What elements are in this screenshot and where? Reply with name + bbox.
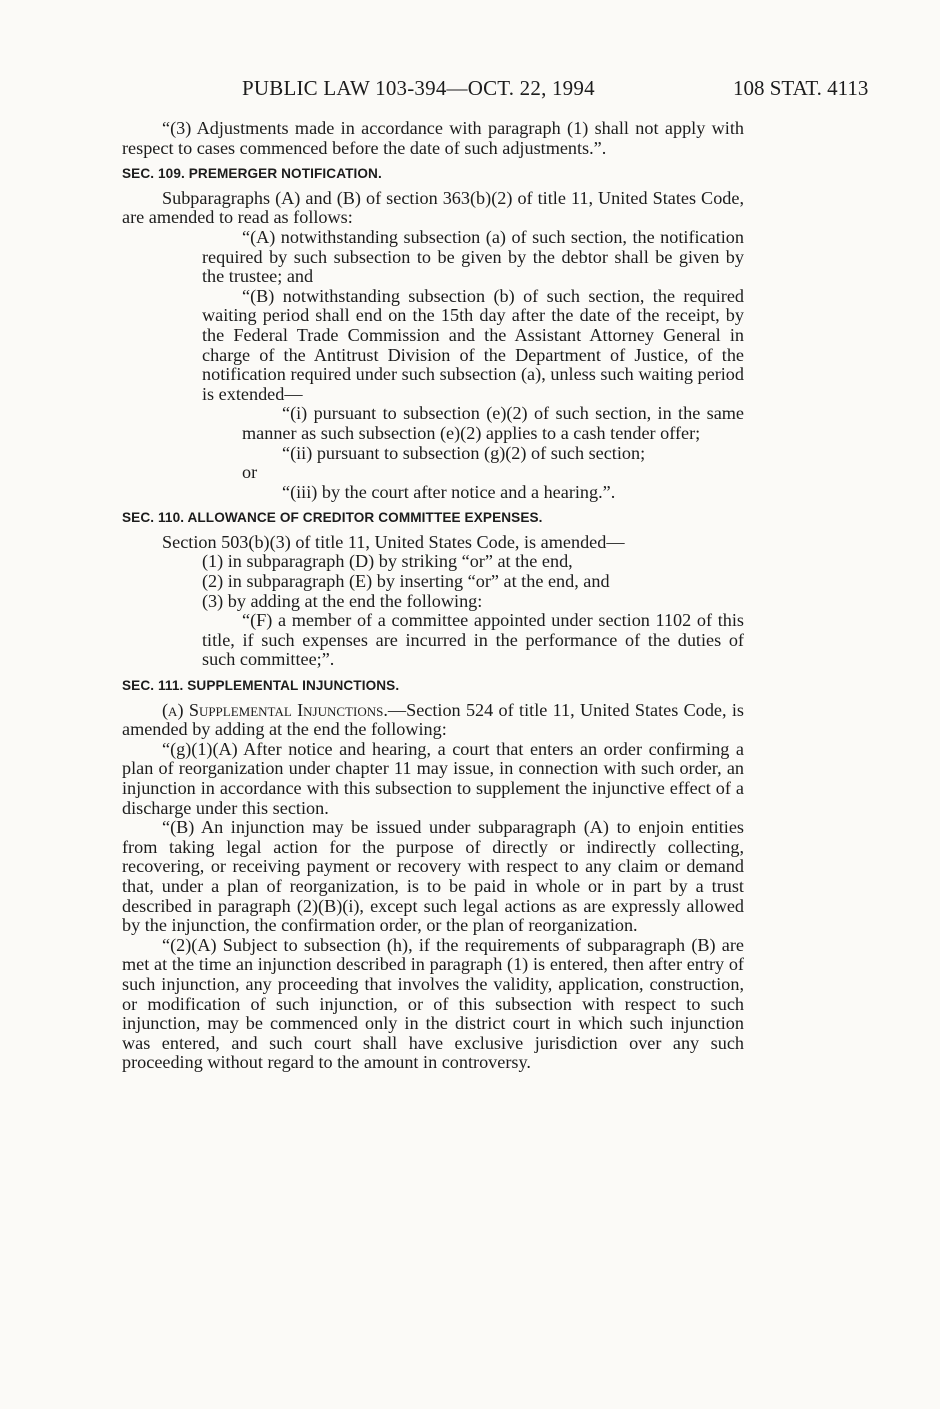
section-110-intro: Section 503(b)(3) of title 11, United States Code, is amended— bbox=[162, 531, 625, 552]
section-111-subsection-a bbox=[122, 701, 744, 740]
section-109-heading: SEC. 109. PREMERGER NOTIFICATION. bbox=[122, 166, 382, 182]
section-109-subparagraph-a: “(A) notwithstanding subsection (a) of such section, the notification required by such subsection to be given by the debtor shall be given by the trustee; and bbox=[202, 226, 744, 287]
section-109-or: or bbox=[242, 462, 258, 483]
section-110-item-2: (2) in subparagraph (E) by inserting “or” at the end, and bbox=[202, 571, 610, 592]
section-109-subparagraph-b: “(B) notwithstanding subsection (b) of such section, the required waiting period shall end on the 15th day after the date of the receipt, by the Federal Trade Commission and the Assistant Attorney General in charge of the Antitrust Division of the Department of Justice, of the notification required under such subsection (a), unless such waiting period is extended— bbox=[202, 285, 744, 404]
section-109-clause-iii: “(iii) by the court after notice and a hearing.”. bbox=[282, 481, 616, 502]
section-110-subparagraph-f: “(F) a member of a committee appointed under section 1102 of this title, if such expenses are incurred in the performance of the duties of such committee;”. bbox=[202, 610, 744, 670]
running-head-title: PUBLIC LAW 103-394—OCT. 22, 1994 bbox=[242, 76, 595, 100]
section-110-item-3: (3) by adding at the end the following: bbox=[202, 590, 483, 611]
section-109-intro: Subparagraphs (A) and (B) of section 363(b)(2) of title 11, United States Code, are amended to read as follows: bbox=[122, 187, 744, 228]
statute-page-number: 108 STAT. 4113 bbox=[733, 76, 869, 100]
section-110-heading: SEC. 110. ALLOWANCE OF CREDITOR COMMITTEE EXPENSES. bbox=[122, 510, 543, 526]
section-111-a-text: —Section 524 of title 11, United States Code, is amended by adding at the end the following: bbox=[122, 699, 744, 740]
section-111-heading: SEC. 111. SUPPLEMENTAL INJUNCTIONS. bbox=[122, 678, 400, 694]
section-111-g1a: “(g)(1)(A) After notice and hearing, a court that enters an order confirming a plan of reorganization under chapter 11 may issue, in connection with such order, an injunction in accordance with this subsection to supplement the injunctive effect of a discharge under this section. bbox=[122, 738, 744, 818]
section-111-b: “(B) An injunction may be issued under subparagraph (A) to enjoin entities from taking legal action for the purpose of directly or indirectly collecting, recovering, or receiving payment or recovery with respect to any claim or demand that, under a plan of reorganization, is to be paid in whole or in part by a trust described in paragraph (2)(B)(i), except such legal actions as are expressly allowed by the injunction, the confirmation order, or the plan of reorganization. bbox=[122, 817, 744, 936]
section-109-clause-ii: “(ii) pursuant to subsection (g)(2) of such section; bbox=[282, 442, 646, 463]
section-109-clause-i: “(i) pursuant to subsection (e)(2) of such section, in the same manner as such subsection (e)(2) applies to a cash tender offer; bbox=[242, 403, 744, 443]
page-header bbox=[0, 76, 940, 106]
body-text bbox=[122, 119, 744, 1073]
section-111-a-label: (a) Supplemental Injunctions. bbox=[162, 699, 388, 720]
paragraph-adjustments: “(3) Adjustments made in accordance with paragraph (1) shall not apply with respect to cases commenced before the date of such adjustments.”. bbox=[122, 118, 744, 158]
section-110-item-1: (1) in subparagraph (D) by striking “or” at the end, bbox=[202, 551, 573, 572]
section-111-2a: “(2)(A) Subject to subsection (h), if the requirements of subparagraph (B) are met at the time an injunction described in paragraph (1) is entered, then after entry of such injunction, any proceeding that involves the validity, application, construction, or modification of such injunction, or of this subsection with respect to such injunction, may be commenced only in the district court in which such injunction was entered, and such court shall have exclusive jurisdiction over any such proceeding without regard to the amount in controversy. bbox=[122, 934, 744, 1073]
